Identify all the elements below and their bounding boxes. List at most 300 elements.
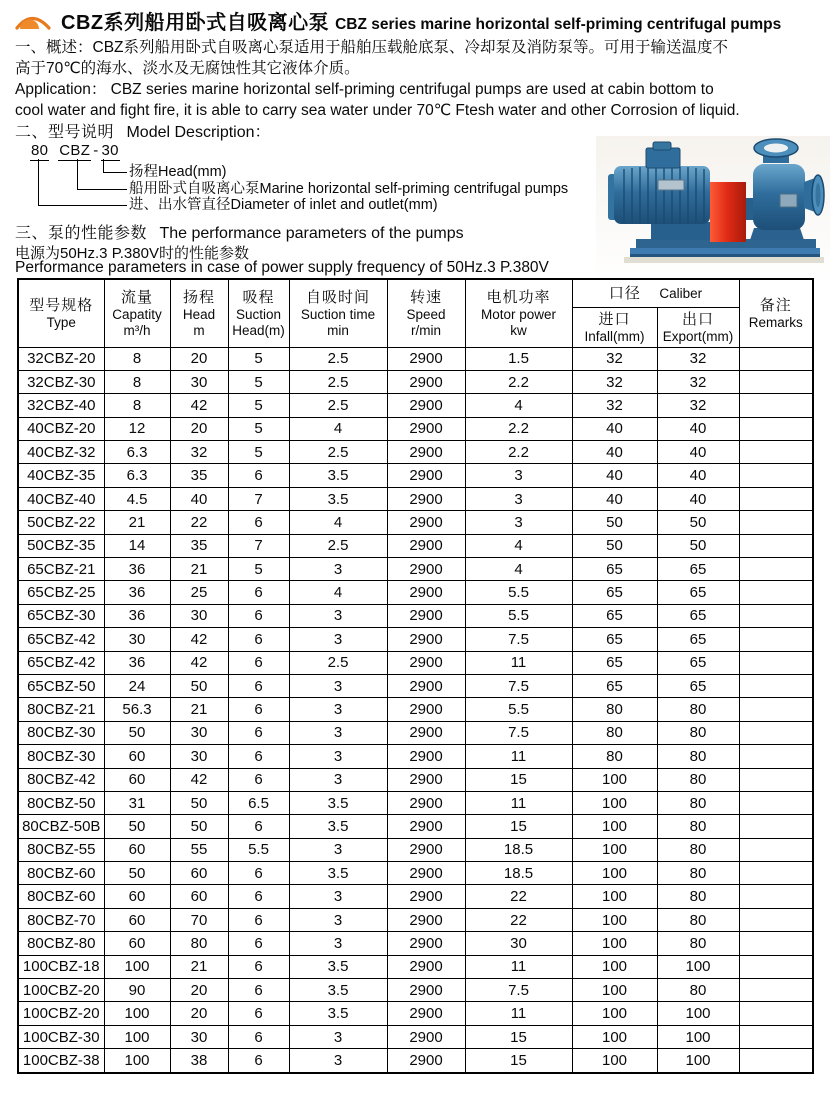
cell-motor_power: 5.5 <box>465 581 572 604</box>
col-header-outlet <box>657 307 739 347</box>
cell-speed: 2900 <box>387 441 465 464</box>
col-header-head-en: Head <box>182 306 216 322</box>
cell-remarks <box>739 838 813 861</box>
cell-suction_head: 5 <box>228 441 289 464</box>
diagram-label-diameter: 进、出水管直径Diameter of inlet and outlet(mm) <box>129 197 438 213</box>
cell-outlet: 80 <box>657 815 739 838</box>
cell-capacity: 60 <box>104 745 170 768</box>
cell-motor_power: 3 <box>465 487 572 510</box>
overview-zh-line1: 一、概述：CBZ系列船用卧式自吸离心泵适用于船舶压载舱底泵、冷却泵及消防泵等。可用于输送温度不 <box>15 39 729 56</box>
cell-outlet: 40 <box>657 441 739 464</box>
cell-remarks <box>739 394 813 417</box>
cell-suction_time: 4 <box>289 417 387 440</box>
cell-outlet: 100 <box>657 1049 739 1073</box>
performance-table-body <box>18 347 813 1073</box>
cell-speed: 2900 <box>387 862 465 885</box>
col-header-caliber-en: Caliber <box>659 285 703 301</box>
cell-type: 40CBZ-35 <box>18 464 104 487</box>
performance-table-wrapper <box>17 278 814 1074</box>
cell-capacity: 60 <box>104 908 170 931</box>
cell-head: 55 <box>170 838 228 861</box>
cell-suction_head: 6 <box>228 511 289 534</box>
cell-speed: 2900 <box>387 370 465 393</box>
cell-outlet: 100 <box>657 955 739 978</box>
cell-suction_time: 2.5 <box>289 441 387 464</box>
cell-capacity: 36 <box>104 604 170 627</box>
cell-type: 65CBZ-42 <box>18 651 104 674</box>
cell-speed: 2900 <box>387 955 465 978</box>
cell-speed: 2900 <box>387 1025 465 1048</box>
cell-inlet: 32 <box>572 370 657 393</box>
cell-remarks <box>739 815 813 838</box>
cell-speed: 2900 <box>387 604 465 627</box>
cell-capacity: 36 <box>104 581 170 604</box>
cell-capacity: 4.5 <box>104 487 170 510</box>
col-header-suction <box>228 279 289 347</box>
cell-capacity: 50 <box>104 815 170 838</box>
cell-remarks <box>739 534 813 557</box>
cell-type: 32CBZ-20 <box>18 347 104 370</box>
cell-head: 30 <box>170 745 228 768</box>
cell-outlet: 80 <box>657 698 739 721</box>
cell-head: 21 <box>170 698 228 721</box>
cell-suction_head: 6.5 <box>228 791 289 814</box>
table-row <box>18 838 813 861</box>
cell-capacity: 30 <box>104 628 170 651</box>
overview-zh-line2: 高于70℃的海水、淡水及无腐蚀性其它液体介质。 <box>15 60 360 77</box>
table-row <box>18 581 813 604</box>
cell-outlet: 32 <box>657 394 739 417</box>
cell-head: 70 <box>170 908 228 931</box>
cell-outlet: 80 <box>657 791 739 814</box>
cell-outlet: 65 <box>657 674 739 697</box>
table-row <box>18 441 813 464</box>
cell-suction_head: 7 <box>228 534 289 557</box>
pump-photo <box>596 136 830 286</box>
cell-remarks <box>739 1025 813 1048</box>
diagram-label-series: 船用卧式自吸离心泵Marine horizontal self-priming centrifugal pumps <box>129 181 569 197</box>
cell-remarks <box>739 347 813 370</box>
cell-inlet: 100 <box>572 932 657 955</box>
performance-heading-zh: 三、泵的性能参数 <box>15 225 148 242</box>
table-row <box>18 955 813 978</box>
cell-head: 30 <box>170 1025 228 1048</box>
cell-capacity: 50 <box>104 862 170 885</box>
cell-suction_head: 5 <box>228 394 289 417</box>
cell-type: 32CBZ-40 <box>18 394 104 417</box>
cell-remarks <box>739 745 813 768</box>
cell-suction_time: 4 <box>289 511 387 534</box>
table-row <box>18 698 813 721</box>
cell-outlet: 80 <box>657 885 739 908</box>
cell-capacity: 60 <box>104 932 170 955</box>
cell-remarks <box>739 511 813 534</box>
model-code-dash: - <box>93 142 99 159</box>
cell-suction_head: 6 <box>228 908 289 931</box>
table-row <box>18 604 813 627</box>
cell-outlet: 80 <box>657 721 739 744</box>
cell-outlet: 65 <box>657 581 739 604</box>
cell-suction_head: 6 <box>228 1025 289 1048</box>
cell-capacity: 12 <box>104 417 170 440</box>
cell-type: 65CBZ-50 <box>18 674 104 697</box>
cell-remarks <box>739 791 813 814</box>
power-note-zh: 电源为50Hz.3 P.380V时的性能参数 <box>15 245 249 262</box>
col-header-type-zh: 型号规格 <box>29 296 94 314</box>
model-code-head: 30 <box>101 142 119 159</box>
cell-inlet: 100 <box>572 1049 657 1073</box>
cell-suction_head: 6 <box>228 932 289 955</box>
cell-capacity: 56.3 <box>104 698 170 721</box>
cell-suction_head: 5 <box>228 347 289 370</box>
cell-motor_power: 11 <box>465 1002 572 1025</box>
cell-speed: 2900 <box>387 394 465 417</box>
cell-suction_head: 7 <box>228 487 289 510</box>
cell-motor_power: 7.5 <box>465 674 572 697</box>
cell-head: 50 <box>170 815 228 838</box>
cell-type: 65CBZ-30 <box>18 604 104 627</box>
cell-remarks <box>739 464 813 487</box>
cell-remarks <box>739 885 813 908</box>
cell-type: 80CBZ-50 <box>18 791 104 814</box>
cell-capacity: 60 <box>104 768 170 791</box>
cell-head: 42 <box>170 768 228 791</box>
cell-speed: 2900 <box>387 815 465 838</box>
cell-inlet: 100 <box>572 908 657 931</box>
cell-motor_power: 4 <box>465 558 572 581</box>
cell-type: 80CBZ-42 <box>18 768 104 791</box>
table-row <box>18 464 813 487</box>
cell-speed: 2900 <box>387 628 465 651</box>
cell-capacity: 60 <box>104 885 170 908</box>
cell-suction_time: 3 <box>289 932 387 955</box>
cell-inlet: 65 <box>572 558 657 581</box>
cell-head: 30 <box>170 370 228 393</box>
cell-head: 22 <box>170 511 228 534</box>
performance-table <box>17 278 814 1074</box>
cell-speed: 2900 <box>387 487 465 510</box>
page-title <box>61 6 781 35</box>
cell-suction_time: 3 <box>289 604 387 627</box>
cell-capacity: 60 <box>104 838 170 861</box>
cell-inlet: 65 <box>572 674 657 697</box>
cell-motor_power: 11 <box>465 955 572 978</box>
cell-remarks <box>739 674 813 697</box>
cell-motor_power: 2.2 <box>465 417 572 440</box>
col-header-suction-time-zh: 自吸时间 <box>305 288 370 306</box>
model-code <box>30 142 120 159</box>
cell-suction_head: 6 <box>228 862 289 885</box>
cell-type: 65CBZ-25 <box>18 581 104 604</box>
cell-inlet: 65 <box>572 604 657 627</box>
cell-motor_power: 11 <box>465 651 572 674</box>
cell-head: 20 <box>170 347 228 370</box>
cell-inlet: 50 <box>572 511 657 534</box>
cell-motor_power: 2.2 <box>465 441 572 464</box>
cell-type: 50CBZ-22 <box>18 511 104 534</box>
cell-remarks <box>739 628 813 651</box>
cell-suction_time: 3 <box>289 908 387 931</box>
cell-outlet: 80 <box>657 768 739 791</box>
cell-suction_head: 5 <box>228 417 289 440</box>
cell-motor_power: 15 <box>465 815 572 838</box>
col-header-motor-power-zh: 电机功率 <box>486 288 551 306</box>
cell-suction_time: 3.5 <box>289 815 387 838</box>
cell-head: 32 <box>170 441 228 464</box>
cell-suction_head: 6 <box>228 1002 289 1025</box>
model-code-series: CBZ <box>59 142 91 159</box>
model-heading-zh: 二、型号说明 <box>15 124 115 141</box>
cell-suction_head: 6 <box>228 768 289 791</box>
model-code-size: 80 <box>31 142 49 159</box>
cell-motor_power: 7.5 <box>465 721 572 744</box>
cell-inlet: 40 <box>572 464 657 487</box>
cell-suction_time: 2.5 <box>289 534 387 557</box>
cell-suction_time: 3.5 <box>289 1002 387 1025</box>
cell-speed: 2900 <box>387 1049 465 1073</box>
table-row <box>18 721 813 744</box>
cell-speed: 2900 <box>387 791 465 814</box>
cell-outlet: 65 <box>657 651 739 674</box>
col-header-motor-power-en: Motor power <box>480 306 557 322</box>
table-row <box>18 862 813 885</box>
cell-suction_time: 3 <box>289 745 387 768</box>
cell-speed: 2900 <box>387 721 465 744</box>
cell-remarks <box>739 441 813 464</box>
cell-suction_head: 6 <box>228 604 289 627</box>
cell-suction_time: 2.5 <box>289 651 387 674</box>
cell-type: 40CBZ-32 <box>18 441 104 464</box>
cell-speed: 2900 <box>387 464 465 487</box>
cell-capacity: 8 <box>104 370 170 393</box>
cell-type: 100CBZ-18 <box>18 955 104 978</box>
cell-type: 32CBZ-30 <box>18 370 104 393</box>
cell-outlet: 50 <box>657 511 739 534</box>
cell-head: 50 <box>170 674 228 697</box>
cell-outlet: 100 <box>657 1025 739 1048</box>
cell-inlet: 80 <box>572 745 657 768</box>
cell-inlet: 100 <box>572 1025 657 1048</box>
cell-outlet: 40 <box>657 487 739 510</box>
cell-speed: 2900 <box>387 885 465 908</box>
cell-head: 42 <box>170 394 228 417</box>
cell-outlet: 65 <box>657 558 739 581</box>
model-heading-en: Model Description： <box>126 124 271 141</box>
cell-speed: 2900 <box>387 698 465 721</box>
cell-type: 100CBZ-38 <box>18 1049 104 1073</box>
performance-heading-en: The performance parameters of the pumps <box>159 225 464 242</box>
table-row <box>18 908 813 931</box>
cell-outlet: 80 <box>657 862 739 885</box>
cell-suction_time: 3.5 <box>289 791 387 814</box>
cell-remarks <box>739 558 813 581</box>
col-header-type <box>18 279 104 347</box>
cell-motor_power: 30 <box>465 932 572 955</box>
col-header-suction-time <box>289 279 387 347</box>
col-header-suction-time-unit: min <box>327 322 349 338</box>
cell-motor_power: 4 <box>465 394 572 417</box>
cell-inlet: 100 <box>572 1002 657 1025</box>
table-row <box>18 768 813 791</box>
cell-capacity: 6.3 <box>104 464 170 487</box>
cell-type: 100CBZ-30 <box>18 1025 104 1048</box>
table-row <box>18 628 813 651</box>
cell-head: 25 <box>170 581 228 604</box>
cell-outlet: 65 <box>657 628 739 651</box>
col-header-remarks-zh: 备注 <box>759 296 792 314</box>
cell-head: 60 <box>170 885 228 908</box>
cell-type: 50CBZ-35 <box>18 534 104 557</box>
overview-paragraph-zh <box>15 37 821 79</box>
cell-inlet: 65 <box>572 651 657 674</box>
table-row <box>18 674 813 697</box>
col-header-inlet <box>572 307 657 347</box>
model-section-heading <box>15 119 271 142</box>
col-header-suction-unit: Head(m) <box>232 322 285 338</box>
col-header-capacity-en: Capatity <box>112 306 162 322</box>
cell-outlet: 80 <box>657 979 739 1002</box>
overview-paragraph-en <box>15 80 823 121</box>
cell-head: 20 <box>170 979 228 1002</box>
cell-type: 80CBZ-70 <box>18 908 104 931</box>
cell-suction_time: 3 <box>289 674 387 697</box>
cell-head: 21 <box>170 558 228 581</box>
cell-speed: 2900 <box>387 347 465 370</box>
cell-suction_time: 3.5 <box>289 955 387 978</box>
cell-inlet: 40 <box>572 441 657 464</box>
table-row <box>18 417 813 440</box>
cell-suction_time: 2.5 <box>289 347 387 370</box>
cell-head: 20 <box>170 1002 228 1025</box>
cell-outlet: 100 <box>657 1002 739 1025</box>
cell-type: 40CBZ-40 <box>18 487 104 510</box>
cell-outlet: 65 <box>657 604 739 627</box>
cell-suction_time: 3 <box>289 628 387 651</box>
cell-suction_time: 2.5 <box>289 370 387 393</box>
cell-type: 80CBZ-55 <box>18 838 104 861</box>
cell-speed: 2900 <box>387 417 465 440</box>
cell-remarks <box>739 370 813 393</box>
cell-type: 100CBZ-20 <box>18 979 104 1002</box>
cell-remarks <box>739 768 813 791</box>
col-header-outlet-zh: 出口 <box>681 310 714 328</box>
cell-suction_time: 3.5 <box>289 862 387 885</box>
cell-motor_power: 15 <box>465 1049 572 1073</box>
cell-motor_power: 11 <box>465 745 572 768</box>
cell-capacity: 8 <box>104 394 170 417</box>
cell-type: 100CBZ-20 <box>18 1002 104 1025</box>
cell-speed: 2900 <box>387 979 465 1002</box>
cell-motor_power: 15 <box>465 1025 572 1048</box>
cell-capacity: 100 <box>104 1002 170 1025</box>
col-header-caliber <box>572 279 739 307</box>
cell-motor_power: 2.2 <box>465 370 572 393</box>
cell-speed: 2900 <box>387 768 465 791</box>
cell-outlet: 80 <box>657 745 739 768</box>
cell-outlet: 80 <box>657 908 739 931</box>
cell-suction_time: 3 <box>289 885 387 908</box>
cell-outlet: 50 <box>657 534 739 557</box>
cell-type: 80CBZ-21 <box>18 698 104 721</box>
col-header-suction-time-en: Suction time <box>300 306 376 322</box>
cell-remarks <box>739 1002 813 1025</box>
cell-remarks <box>739 721 813 744</box>
page-header <box>14 6 781 35</box>
table-row <box>18 885 813 908</box>
cell-suction_time: 4 <box>289 581 387 604</box>
sunrise-logo-icon <box>14 8 52 34</box>
table-row <box>18 370 813 393</box>
col-header-remarks <box>739 279 813 347</box>
cell-remarks <box>739 651 813 674</box>
table-row <box>18 511 813 534</box>
cell-suction_head: 5 <box>228 370 289 393</box>
cell-capacity: 24 <box>104 674 170 697</box>
cell-motor_power: 18.5 <box>465 862 572 885</box>
col-header-inlet-zh: 进口 <box>598 310 631 328</box>
col-header-head <box>170 279 228 347</box>
cell-head: 21 <box>170 955 228 978</box>
cell-head: 80 <box>170 932 228 955</box>
cell-motor_power: 7.5 <box>465 628 572 651</box>
table-row <box>18 979 813 1002</box>
cell-type: 80CBZ-60 <box>18 862 104 885</box>
cell-suction_time: 3 <box>289 1025 387 1048</box>
cell-suction_time: 3 <box>289 768 387 791</box>
cell-capacity: 100 <box>104 1025 170 1048</box>
col-header-speed-zh: 转速 <box>409 288 442 306</box>
cell-inlet: 32 <box>572 394 657 417</box>
cell-capacity: 90 <box>104 979 170 1002</box>
cell-suction_head: 6 <box>228 885 289 908</box>
connector-line <box>38 159 127 206</box>
cell-type: 80CBZ-30 <box>18 745 104 768</box>
cell-remarks <box>739 487 813 510</box>
table-row <box>18 1002 813 1025</box>
cell-inlet: 100 <box>572 862 657 885</box>
overview-en-line2: cool water and fight fire, it is able to carry sea water under 70℃ Ftesh water and other Corrosion of liquid. <box>15 101 740 119</box>
diagram-label-head: 扬程Head(mm) <box>129 164 227 180</box>
cell-capacity: 8 <box>104 347 170 370</box>
cell-head: 30 <box>170 604 228 627</box>
col-header-head-zh: 扬程 <box>182 288 215 306</box>
cell-type: 40CBZ-20 <box>18 417 104 440</box>
page-title-en: CBZ series marine horizontal self-priming centrifugal pumps <box>335 16 782 33</box>
cell-type: 65CBZ-42 <box>18 628 104 651</box>
col-header-caliber-zh: 口径 <box>608 284 641 302</box>
cell-head: 42 <box>170 651 228 674</box>
cell-speed: 2900 <box>387 745 465 768</box>
col-header-motor-power <box>465 279 572 347</box>
col-header-speed <box>387 279 465 347</box>
cell-remarks <box>739 417 813 440</box>
table-row <box>18 394 813 417</box>
cell-speed: 2900 <box>387 511 465 534</box>
cell-outlet: 40 <box>657 417 739 440</box>
cell-inlet: 50 <box>572 534 657 557</box>
performance-section-heading <box>15 220 464 243</box>
cell-remarks <box>739 932 813 955</box>
table-row <box>18 1025 813 1048</box>
cell-outlet: 80 <box>657 838 739 861</box>
cell-suction_head: 6 <box>228 674 289 697</box>
cell-motor_power: 3 <box>465 464 572 487</box>
cell-inlet: 40 <box>572 487 657 510</box>
cell-inlet: 40 <box>572 417 657 440</box>
cell-suction_head: 5 <box>228 558 289 581</box>
cell-outlet: 40 <box>657 464 739 487</box>
cell-head: 35 <box>170 534 228 557</box>
